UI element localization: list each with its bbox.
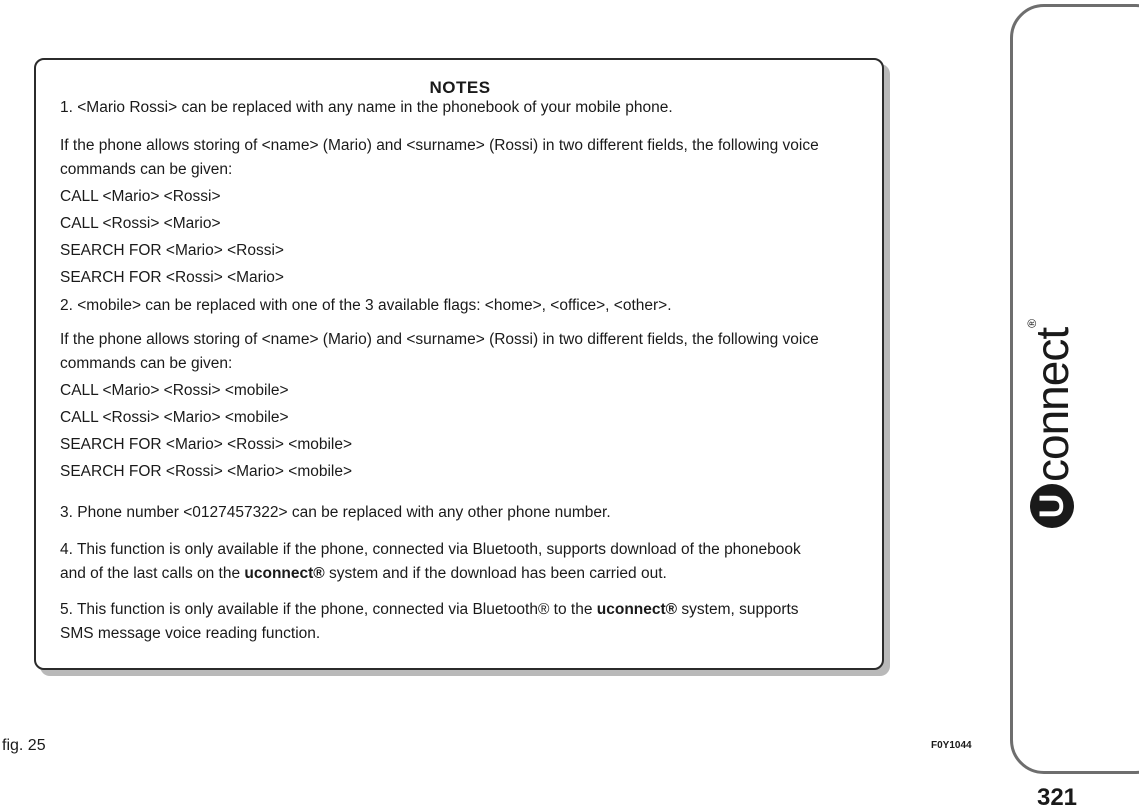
brand-name: uconnect® [596, 601, 678, 618]
note-line: CALL <Rossi> <Mario> [60, 215, 221, 232]
logo-wordmark: connect [1026, 327, 1078, 482]
logo-u-mark: U [1030, 484, 1074, 528]
note-line: SEARCH FOR <Mario> <Rossi> [60, 242, 284, 259]
note-text: system, supports [677, 601, 799, 618]
note-line: SEARCH FOR <Rossi> <Mario> <mobile> [60, 463, 353, 480]
note-line: 2. <mobile> can be replaced with one of the 3 available flags: <home>, <office>, <other>. [60, 297, 672, 314]
note-line: If the phone allows storing of <name> (Mario) and <surname> (Rossi) in two different fields, the following voice [60, 137, 819, 154]
note-line: CALL <Mario> <Rossi> <mobile> [60, 382, 289, 399]
note-line: SMS message voice reading function. [60, 625, 321, 642]
page-number: 321 [1036, 784, 1078, 811]
figure-code: F0Y1044 [931, 740, 972, 751]
note-line: SEARCH FOR <Rossi> <Mario> [60, 269, 284, 286]
figure-label: fig. 25 [2, 737, 46, 754]
note-text: and of the last calls on the [60, 565, 245, 582]
note-line: commands can be given: [60, 355, 233, 372]
note-line: 1. <Mario Rossi> can be replaced with any name in the phonebook of your mobile phone. [60, 99, 673, 116]
note-line: CALL <Rossi> <Mario> <mobile> [60, 409, 289, 426]
note-line: CALL <Mario> <Rossi> [60, 188, 221, 205]
note-text: 5. This function is only available if the phone, connected via Bluetooth® to the [60, 601, 597, 618]
notes-title: NOTES [429, 78, 491, 97]
note-line: 3. Phone number <0127457322> can be replaced with any other phone number. [60, 504, 611, 521]
note-line [60, 564, 667, 584]
note-text: system and if the download has been carried out. [324, 565, 667, 582]
brand-name: uconnect® [244, 565, 325, 582]
note-line: SEARCH FOR <Mario> <Rossi> <mobile> [60, 436, 353, 453]
note-line: If the phone allows storing of <name> (Mario) and <surname> (Rossi) in two different fields, the following voice [60, 331, 819, 348]
note-line [60, 600, 799, 620]
note-line: commands can be given: [60, 161, 233, 178]
logo-registered-mark: ® [1025, 319, 1039, 328]
note-line: 4. This function is only available if the phone, connected via Bluetooth, supports download of the phonebook [60, 541, 801, 558]
